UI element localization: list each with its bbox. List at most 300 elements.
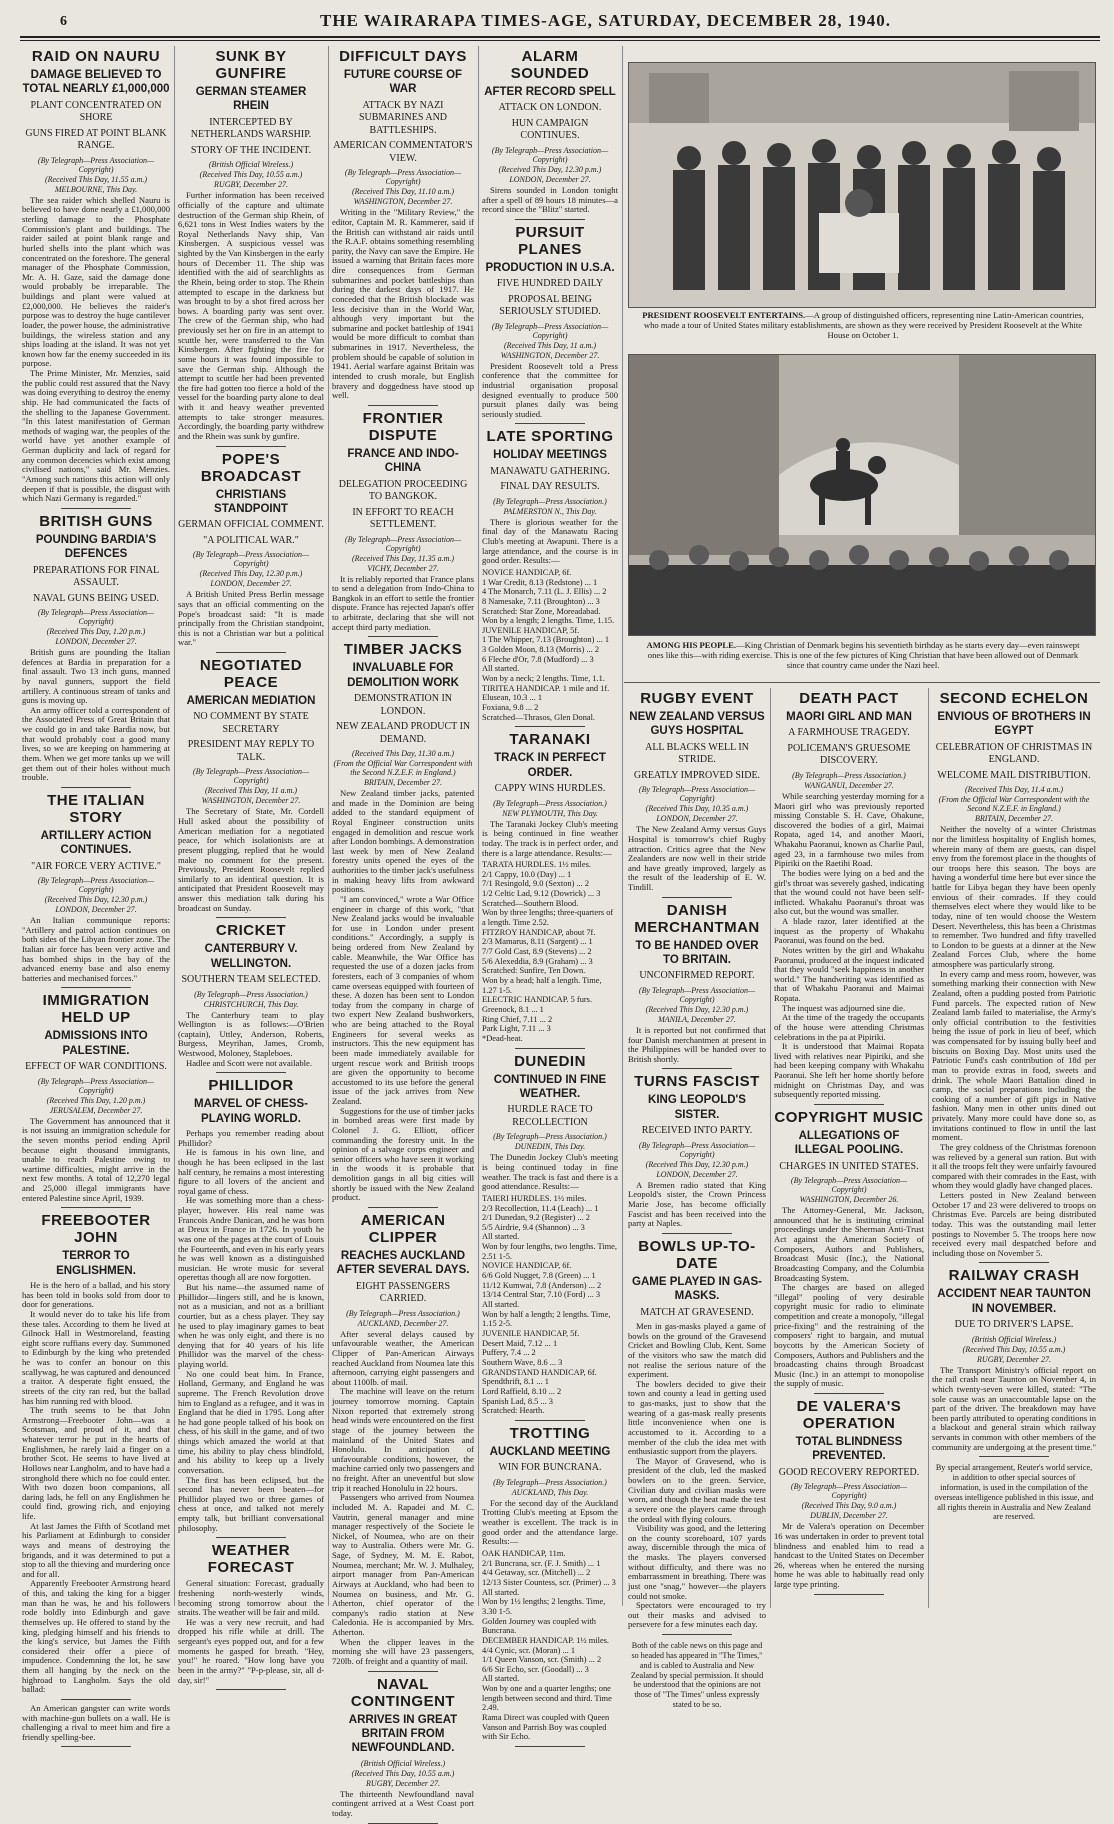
article-dateline: DUBLIN, December 27.: [810, 1511, 888, 1521]
article-dateline: (Received This Day, 12.30 p.m.): [44, 895, 148, 904]
article-paragraph: Apparently Freebooter Armstrong heard of this, and taking the king for a bigger man than he was, he and his followers rode boldly into Edinburgh and gave themselves up. He offered to stand by the king, pledging himself and his friends to the king's service, but James the Fifth considered their offer a piece of impudence. Condemning the lot, he saw them all hanging by the neck on the highroad to Langholm. Says the old ballad:: [22, 1578, 170, 1695]
article-subheading: ATTACK BY NAZI SUBMARINES AND BATTLESHIPS.: [358, 99, 448, 136]
race-result-line: 13/14 Central Star, 7.10 (Ford) ... 3: [482, 1290, 601, 1300]
article-divider: [515, 1420, 585, 1421]
article-dateline: LONDON, December 27.: [656, 814, 738, 824]
article-body: [22, 1281, 170, 1695]
photo-king-christian-caption-lead: AMONG HIS PEOPLE.: [646, 640, 737, 650]
article-dateline: WASHINGTON, December 27.: [201, 796, 301, 806]
article-subheading: ARTILLERY ACTION CONTINUES.: [40, 829, 152, 857]
race-result-line: All started.: [482, 1232, 520, 1242]
article: [178, 1077, 324, 1538]
article: [482, 48, 618, 220]
article-subheading: GAME PLAYED IN GAS-MASKS.: [632, 1275, 762, 1303]
article-body: [932, 1366, 1096, 1453]
article-paragraph: The Attorney-General, Mr. Jackson, announced that he is instituting criminal proceedings under the Sherman Anti-Trust Act against the American Society of Composers, Authors and Publishers, Broadcast Music (Inc.), the National Broadcasting Company, and the Columbia Broadcasting System.: [774, 1205, 924, 1283]
race-result-line: All started.: [482, 1587, 520, 1597]
article-dateline: (From the Official War Correspondent with the Second N.Z.E.F. in England.): [938, 795, 1090, 814]
article-body: [482, 820, 618, 859]
article-paragraph: British guns are pounding the Italian defences at Bardia in preparation for a final assault. Two 13 inch guns, manned by naval gunners, support the field artillery. A continuous stream of tanks and guns is moving up.: [22, 647, 170, 706]
article-paragraph: Sirens sounded in London tonight after a spell of 89 hours 18 minutes—a record since the "Blitz" started.: [482, 184, 618, 215]
race-result-line: Desert Maid, 7.12 ... 1: [482, 1338, 558, 1348]
article-subheading: DELEGATION PROCEEDING TO BANGKOK.: [338, 478, 468, 502]
race-result-line: Won by one and a quarter lengths; one length between second and third. Time 2.49.: [482, 1684, 612, 1713]
race-result-line: 2/1 Buncrana, scr. (F. J. Smith) ... 1: [482, 1558, 601, 1568]
article-subheading: DEMONSTRATION IN LONDON.: [353, 693, 453, 717]
article-body: [482, 186, 618, 215]
race-result-line: 2/3 Recollection, 11.4 (Leach) ... 1: [482, 1203, 599, 1213]
article-paragraph: The thirteenth Newfoundland naval contingent arrived at a West Coast port today.: [332, 1788, 474, 1818]
article-divider: [216, 652, 286, 653]
column-4: [482, 46, 618, 1742]
article-dateline: (Received This Day, 9.0 a.m.): [801, 1501, 897, 1511]
article-subheading: KING LEOPOLD'S SISTER.: [648, 1094, 746, 1121]
article-subheading: HURDLE RACE TO RECOLLECTION: [507, 1104, 593, 1128]
article-body: [22, 1117, 170, 1204]
article-dateline: AUCKLAND, December 27.: [357, 1318, 449, 1328]
race-result-line: 7/1 Resingold, 9.0 (Sexton) ... 2: [482, 879, 590, 889]
race-result-line: DECEMBER HANDICAP. 1½ miles.: [482, 1635, 610, 1645]
article-body: [628, 825, 766, 892]
article-divider: [515, 423, 585, 424]
article-paragraph: The grey coldness of the Christmas forenoon was relieved by a general sun ration. But with it all the troops felt they were unfairly favoured compared with their comrades in the East, with whom they would gladly have changed places.: [932, 1141, 1096, 1191]
race-result-line: Scratched: Hearth.: [482, 1406, 545, 1416]
race-result-line: 5/5 Airdrie, 9.4 (Shannon) ... 3: [482, 1222, 585, 1232]
race-results: [482, 1549, 618, 1742]
race-result-line: 6/6 Gold Nugget, 7.8 (Green) ... 1: [482, 1271, 596, 1281]
race-result-line: Golden Journey was coupled with Buncrana.: [482, 1616, 596, 1636]
article-body: [178, 807, 324, 913]
article-paragraph: The New Zealand Army versus Guys Hospital is tomorrow's chief Rugby attraction. Critics agree that the New Zealanders are now well in their stride and have greatly improved, largely as the result of the leadership of E. W. Tindill.: [628, 824, 766, 892]
article-subheading: CAPPY WINS HURDLES.: [494, 783, 606, 795]
race-result-line: Southern Wave, 8.6 ... 3: [482, 1358, 563, 1367]
race-result-line: 11/12 Kumwai, 7.8 (Anderson) ... 2: [482, 1280, 602, 1290]
column-2: [178, 46, 324, 1685]
article: [628, 1238, 766, 1635]
article-dateline: (Received This Day, 1.20 p.m.): [46, 627, 146, 636]
article: [932, 690, 1096, 1263]
article: [628, 1073, 766, 1233]
article-subheading: PRODUCTION IN U.S.A.: [485, 261, 615, 274]
article-headline: TIMBER JACKS: [343, 641, 463, 659]
article-subheading: INTERCEPTED BY NETHERLANDS WARSHIP.: [190, 116, 312, 141]
article-subheading: PLANT CONCENTRATED ON SHORE: [30, 99, 162, 124]
article-subheading: GERMAN OFFICIAL COMMENT.: [178, 519, 324, 531]
column-rule: [928, 688, 929, 1608]
article-divider: [216, 1537, 286, 1538]
race-result-line: Won by a length; 2 lengths. Time, 1.15.: [482, 616, 615, 626]
article-subheading: INVALUABLE FOR DEMOLITION WORK: [347, 662, 459, 689]
article-dateline: (By Telegraph—Press Association.): [194, 989, 308, 999]
article-headline: SECOND ECHELON: [939, 690, 1089, 707]
article-dateline: (Received This Day, 10.55 a.m.): [351, 1768, 455, 1778]
article-subheading: DUE TO DRIVER'S LAPSE.: [954, 1319, 1074, 1331]
race-result-line: 12/13 Sister Countess, scr. (Primer) ... 3: [482, 1577, 616, 1587]
article-paragraph: He is the hero of a ballad, and his story has been told in books sold from door to door for generations.: [22, 1280, 170, 1310]
race-result-line: 2/1 Dunedan, 9.2 (Register) ... 2: [482, 1213, 590, 1223]
race-result-line: Spanish Lad, 8.5 ... 3: [482, 1396, 553, 1406]
article-dateline: WASHINGTON, December 26.: [799, 1195, 899, 1205]
article-dateline: (Received This Day, 11.35 a.m.): [351, 553, 455, 563]
article-paragraph: Visibility was good, and the lettering on the county scoreboard, 107 yards away, discernible through the mica of the masks. The players conversed without difficulty, and there was no embarrassment in breathing. There was just one "snag," however—the players could not smoke.: [628, 1523, 766, 1601]
race-result-line: Won by half a length; 2 lengths. Time, 1.15 2-5.: [482, 1309, 611, 1329]
article-dateline: (Received This Day, 11.55 a.m.): [44, 174, 148, 184]
column-rule: [328, 46, 329, 1606]
article-body: [178, 1579, 324, 1685]
article-headline: DANISH MERCHANTMAN: [634, 901, 760, 936]
article: [628, 690, 766, 898]
article-dateline: BRITAIN, December 27.: [974, 814, 1054, 824]
article: [774, 1109, 924, 1394]
article-paragraph: The Mayor of Gravesend, who is president of the club, led the masked bowlers on to the green. Service, Civilian duty and civilian masks were worn, and though the heat made the test a severe one the players came through the ordeal with flying colours.: [628, 1455, 766, 1524]
masthead: [0, 0, 1114, 40]
article-body: [774, 1206, 924, 1389]
article: [332, 1676, 474, 1824]
article-dateline: (By Telegraph—Press Association.): [493, 1132, 607, 1142]
article-dateline: (By Telegraph—Press Association—Copyright): [37, 608, 155, 626]
article-divider: [216, 917, 286, 918]
article-dateline: (By Telegraph—Press Association—Copyright): [638, 985, 756, 1004]
article-divider: [61, 508, 131, 509]
article-dateline: (By Telegraph—Press Association—Copyright): [37, 876, 155, 894]
article-paragraph: The first has been eclipsed, but the second has never been beaten—for Phillidor played two or three games of chess at once, and talked not merely empty talk, but brilliant conversational philosophy.: [178, 1474, 324, 1533]
article-dateline: (By Telegraph—Press Association.): [493, 496, 607, 506]
article-dateline: AUCKLAND, This Day.: [511, 1487, 589, 1497]
article-headline: BRITISH GUNS: [39, 512, 153, 530]
article: [332, 1212, 474, 1672]
article-divider: [515, 1746, 585, 1747]
column-rule: [174, 46, 175, 1606]
article: [482, 731, 618, 1048]
article-body: [774, 792, 924, 1100]
photo-king-christian-caption: [640, 640, 1086, 670]
article-subheading: GOOD RECOVERY REPORTED.: [778, 1466, 920, 1478]
article-divider: [216, 1072, 286, 1073]
article: [332, 641, 474, 1208]
article: [22, 1212, 170, 1700]
article-subheading: ADMISSIONS INTO PALESTINE.: [44, 1030, 148, 1057]
article-divider: [61, 987, 131, 988]
article-dateline: (By Telegraph—Press Association—Copyright): [638, 1140, 756, 1159]
article-body: [628, 1181, 766, 1229]
article-divider: [662, 1233, 732, 1234]
article-paragraph: When the clipper leaves in the morning she will have 23 passengers, 720lb. of freight and a quantity of mail.: [332, 1636, 474, 1666]
article-paragraph: Further information has been received officially of the capture and ultimate destruction of the German ship Rhein, of 6,621 tons in West Indies waters by the Royal Netherlands Navy ship, Van Kinsbergen. A suspicious vessel was sighted by the Van Kinsbergen in the early hours of December 11. The ship was identified with the aid of searchlights as the Rhein, being order to stop. The Rhein attempted to escape in the darkness but was brought to by a shot fired across her bows. A boarding party was sent over. The crew of the German ship, who had previously set her on fire in an attempt to scuttle her, were transferred to the Van Kinsbergen. After fighting the fire for some hours it was found impossible to save the German ship. Although the attempt to scuttle her had been prevented the fire had gotten too fierce a hold of the vessel for the boarding party alone to deal with it and heavy weather prevented attempts to take stronger measures. Accordingly, the boarding party withdrew and the Rhein was sunk by gunfire.: [178, 190, 324, 441]
photo-roosevelt-caption-lead: PRESIDENT ROOSEVELT ENTERTAINS.: [642, 310, 806, 320]
article-headline: PURSUIT PLANES: [515, 223, 585, 258]
article-dateline: (British Official Wireless.): [360, 1758, 446, 1768]
article-divider: [61, 787, 131, 788]
article-subheading: WIN FOR BUNCRANA.: [498, 1462, 602, 1474]
article-paragraph: Notes written by the girl and Whakahu Paoranui, produced at the inquest indicated that they would "seek happiness in another world." The handwriting was identified as that of Whakahu Paoranui and Maimai Ropata.: [774, 944, 924, 1003]
article-dateline: DUNEDIN, This Day.: [514, 1142, 586, 1152]
article-divider: [979, 1262, 1049, 1263]
article-subheading: RECEIVED INTO PARTY.: [641, 1125, 753, 1137]
article-body: [482, 362, 618, 420]
article-headline: POPE'S BROADCAST: [200, 450, 302, 485]
race-result-line: Won by 1½ lengths; 2 lengths. Time, 3.30 1-5.: [482, 1597, 606, 1616]
race-result-line: Spendthrift, 8.1 ... 1: [482, 1377, 549, 1387]
article-body: [332, 1330, 474, 1667]
photo-roosevelt-caption-text: —A group of distinguished officers, representing nine Latin-American countries, who made a tour of United States military establishments, are shown as they were received by President Roosevelt at the White House on October 1.: [643, 310, 1084, 341]
article-subheading: ACCIDENT NEAR TAUNTON IN NOVEMBER.: [937, 1288, 1091, 1315]
race-result-line: 4 The Monarch, 7.11 (L. J. Ellis) ... 2: [482, 587, 607, 597]
article-paragraph: While searching yesterday morning for a Maori girl who was previously reported missing Constable S. H. Cave, Ohakune, discovered the bodies of a girl, Maimai Ropata, aged 14, and another Maori, Whakahu Paoranui, known as Charlie Paul, aged 23, in a farmhouse two miles from Pipiriki on the Raetihi Road.: [774, 790, 924, 869]
article-subheading: ARRIVES IN GREAT BRITAIN FROM NEWFOUNDLAND.: [348, 1713, 458, 1755]
column-1: [22, 46, 170, 1742]
article-dateline: LONDON, December 27.: [55, 905, 137, 914]
article-subheading: REACHES AUCKLAND AFTER SEVERAL DAYS.: [336, 1249, 470, 1277]
article-paragraph: Letters posted in New Zealand between October 17 and 23 were delivered to troops on Christmas Eve. Parcels are being distributed today. This was the outstanding mail letter postings to November 5. The troops here now received every mail despatched before and including those on November 5.: [932, 1190, 1096, 1258]
article-dateline: LONDON, December 27.: [656, 1169, 738, 1179]
article-paragraph: No one could beat him. In France, Holland, Germany, and England he was supreme. The French Revolution drove him to England as a refugee, and it was in England that he died in 1795. Long after he had gone people talked of his book on chess, of his skill in the game, and of two things which amazed the world at that time, his ability to play chess blindfold, and his ability to keep up a lively conversation.: [178, 1368, 324, 1475]
photo-roosevelt-caption: [640, 310, 1086, 340]
article-subheading: AMERICAN COMMENTATOR'S VIEW.: [333, 140, 473, 164]
article-subheading: NO COMMENT BY STATE SECRETARY: [193, 711, 309, 735]
article-dateline: MANILA, December 27.: [658, 1014, 736, 1024]
article-divider: [61, 1207, 131, 1208]
article-body: [178, 191, 324, 441]
article-dateline: (From the Official War Correspondent with the Second N.Z.E.F. in England.): [333, 759, 473, 777]
article-subheading: CHRISTIANS STANDPOINT: [214, 488, 288, 515]
masthead-rule: [20, 36, 1100, 38]
article-dateline: (By Telegraph—Press Association.): [346, 1308, 460, 1318]
photo-king-christian-caption-text: —King Christian of Denmark begins his seventieth birthday as he starts every day—even rainswept ones like this—with riding exercise. This is one of the few pictures of King Christian that have been allowed out of Denmark since that country came under the Nazi heel.: [647, 640, 1080, 671]
race-result-line: 1/2 Celtic Lad, 9.12 (Dowrick) ... 3: [482, 889, 601, 899]
article-paragraph: The inquest was adjourned sine die.: [782, 1002, 906, 1013]
article: [482, 1425, 618, 1747]
article-paragraph: Perhaps you remember reading about Phillidor?: [178, 1128, 324, 1148]
article-dateline: (Received This Day, 11 a.m.): [204, 786, 298, 796]
race-results: [482, 1194, 618, 1416]
race-result-line: Won by a head; half a length. Time, 1.27 1-5.: [482, 976, 602, 995]
article-headline: WEATHER FORECAST: [207, 1542, 295, 1577]
footnote: By special arrangement, Reuter's world service, in addition to other special sources of information, is used in the compilation of the overseas intelligence published in this issue, and all rights therein in Australia and New Zealand are reserved.: [934, 1463, 1094, 1522]
race-result-line: Foxiana, 9.8 ... 2: [482, 703, 539, 713]
column-7: [932, 688, 1096, 1608]
article-dateline: LONDON, December 27.: [55, 637, 137, 646]
article-headline: IMMIGRATION HELD UP: [42, 992, 150, 1027]
article-paragraph: The Secretary of State, Mr. Cordell Hull asked about the possibility of American mediation for a negotiated peace, for which isolationists are at present plugging, replied that he would make no comment for the present. Previously, President Roosevelt replied similarly to an identical question. It is anticipated that President Roosevelt may answer this mediation talk during his broadcast on Sunday.: [178, 806, 324, 913]
article-subheading: SOUTHERN TEAM SELECTED.: [181, 974, 321, 985]
article-paragraph: The Prime Minister, Mr. Menzies, said the public could rest assured that the Navy was doing everything to destroy the enemy ship. He had communicated the facts of the shelling to the Japanese Government. "In this latest manifestation of German methods of waging war, the peoples of the world have yet another example of German duplicity and lack of regard for any common decencies which exist among civilised nations," said Mr. Menzies. "Among such nations this action will only deepen if that is possible, the disgust with which Nazi Germany is regarded.": [22, 368, 170, 504]
article-subheading: NAVAL GUNS BEING USED.: [33, 592, 159, 604]
article-dateline: RUGBY, December 27.: [977, 1354, 1051, 1364]
race-result-line: 4/4 Getaway, scr. (Mitchell) ... 2: [482, 1568, 591, 1578]
race-result-line: 2/1 Cappy, 10.0 (Day) ... 1: [482, 869, 572, 879]
column-rule: [622, 46, 623, 1606]
article-dateline: (By Telegraph—Press Association—Copyright): [491, 145, 609, 164]
article-paragraph: In every camp and mess room, however, was something marking their connection with New Zealand, often a pudding posted from Patriotic Fund parcels. The expected ration of New Zealand lamb failed to materialise, the Army's only official contribution to the festivities being the issue of pork in lieu of beef, which was compensated for by issuing bully beef and biscuits on Boxing Day. Most units used the Patriotic Fund's cash contribution of 18d per man to provide extras in food, sweets and drink. The whole Maori Battalion dined in camp, the social preparations including the cooking of a number of gift pigs in Native fashion. Many men in other units dined out privately. Many more could have done so, as invitations continued to flow in until the last moment.: [932, 968, 1096, 1143]
article-paragraph: The Government has announced that it is not issuing an immigration schedule for the seven months period ending April because eight thousand immigrants, unable to reach Palestine owing to wartime difficulties, might arrive in the next few months. A total of 12,270 legal and 25,000 illegal immigrants have entered Palestine since April, 1939.: [22, 1115, 170, 1203]
article-dateline: (By Telegraph—Press Association—Copyright): [491, 321, 609, 340]
article-subheading: PREPARATIONS FOR FINAL ASSAULT.: [32, 564, 160, 588]
race-result-line: Scratched—Southern Blood.: [482, 898, 579, 908]
article-subheading: POLICEMAN'S GRUESOME DISCOVERY.: [787, 742, 911, 767]
article: [482, 1053, 618, 1421]
article-dateline: CHRISTCHURCH, This Day.: [203, 999, 299, 1009]
article-paragraph: The Canterbury team to play Wellington is as follows:—O'Brien (captain), Uttley, Anderson, Roberts, Burgess, Meyrihan, James, Cromb, Westwood, Moloney, Stapleboes.: [178, 1009, 324, 1058]
article-headline: PHILLIDOR: [208, 1077, 294, 1095]
article-subheading: UNCONFIRMED REPORT.: [639, 970, 755, 982]
article: [22, 792, 170, 989]
article-subheading: A FARMHOUSE TRAGEDY.: [788, 727, 910, 739]
article-subheading: PRESIDENT MAY REPLY TO TALK.: [187, 739, 315, 763]
race-result-line: Rama Direct was coupled with Queen Vanson and Parrish Boy was coupled with Sir Echo.: [482, 1713, 610, 1742]
article-subheading: CHARGES IN UNITED STATES.: [779, 1160, 919, 1172]
article-divider: [515, 219, 585, 220]
article-dateline: (By Telegraph—Press Association—Copyright): [790, 1482, 908, 1501]
article-headline: NAVAL CONTINGENT: [350, 1675, 456, 1710]
race-result-line: Won by a neck; 2 lengths. Time, 1.1.: [482, 674, 605, 684]
article-subheading: "AIR FORCE VERY ACTIVE.": [31, 860, 161, 872]
article-subheading: POUNDING BARDIA'S DEFENCES: [35, 533, 157, 561]
article-dateline: (By Telegraph—Press Association—Copyright): [638, 785, 756, 804]
article-body: [22, 196, 170, 504]
article-subheading: STORY OF THE INCIDENT.: [190, 144, 312, 156]
article-dateline: (Received This Day, 11.10 a.m.): [351, 187, 455, 197]
article-paragraph: It is reported but not confirmed that four Danish merchantmen at present in the Philippines will be handed over to British shortly.: [628, 1024, 766, 1064]
article-subheading: GERMAN STEAMER RHEIN: [195, 86, 307, 113]
column-5: [628, 688, 766, 1710]
race-result-line: 2/3 Mamarus, 8.11 (Sargent) ... 1: [482, 937, 593, 947]
article-headline: DIFFICULT DAYS: [339, 48, 467, 65]
footnote: Both of the cable news on this page and so headed has appeared in "The Times," and is cabled to Australia and New Zealand by special permission. It should be understood that the opinions are not those of "The Times" unless expressly stated to be so.: [630, 1641, 764, 1710]
article-paragraph: President Roosevelt told a Press conference that the committee for industrial organisation proposal designed eventually to produce 500 pursuit planes daily was being seriously studied.: [482, 360, 618, 419]
article-dateline: LONDON, December 27.: [210, 579, 292, 589]
article-body: [178, 590, 324, 648]
article-paragraph: The Transport Ministry's official report on the rail crash near Taunton on November 4, in which twenty-seven were killed, stated: "The sole cause was an unaccountable lapse on the part of the driver. The breakdown may have been partly attributed to operating conditions in a blackout and general strain which railway servants in common with other members of the community are undergoing at the present time.": [932, 1364, 1096, 1452]
article-paragraph: It is understood that Maimai Ropata lived with relatives near Pipiriki, and she had been keeping company with Whakahu Paoranui. She left her home shortly before midnight on Christmas Day, and was subsequently reported missing.: [774, 1041, 924, 1100]
article-body: [22, 1704, 170, 1743]
article-divider: [368, 636, 438, 637]
masthead-rule-thin: [20, 40, 1100, 41]
article-subheading: ATTACK ON LONDON.: [498, 102, 602, 114]
article-subheading: TOTAL BLINDNESS PREVENTED.: [795, 1436, 903, 1463]
article-subheading: EFFECT OF WAR CONDITIONS.: [25, 1061, 167, 1073]
column-rule: [770, 688, 771, 1608]
article-body: [332, 1790, 474, 1819]
article-dateline: (By Telegraph—Press Association.): [493, 1477, 607, 1487]
article-subheading: TO BE HANDED OVER TO BRITAIN.: [635, 939, 759, 966]
article-dateline: (Received This Day, 12.30 p.m.): [498, 164, 602, 174]
article-divider: [979, 1456, 1049, 1457]
article-body: [332, 575, 474, 633]
race-result-line: JUVENILE HANDICAP, 5f.: [482, 625, 580, 635]
article-body: [482, 1499, 618, 1547]
article-headline: RUGBY EVENT: [640, 690, 754, 707]
article-paragraph: The bodies were lying on a bed and the girl's throat was severely gashed, indicating that the wound could not have been self-inflicted. Whakahu Paoranui's throat was also cut, but the wound was smaller.: [774, 867, 924, 917]
photo-roosevelt-illustration: [629, 63, 1095, 307]
article-paragraph: There is glorious weather for the final day of the Manawatu Racing Club's meeting at Awapuni. There is a large attendance, and the course is in good order. Results:—: [482, 516, 618, 566]
article-headline: SUNK BY GUNFIRE: [215, 48, 287, 82]
article-headline: ALARM SOUNDED: [510, 48, 590, 82]
article-headline: AMERICAN CLIPPER: [360, 1211, 446, 1246]
article: [22, 48, 170, 509]
race-result-line: Lord Raffield, 8.10 ... 2: [482, 1386, 562, 1396]
article-divider: [61, 1699, 131, 1700]
article-subheading: ALL BLACKS WELL IN STRIDE.: [645, 741, 749, 766]
race-result-line: 5/6 Alexeddia, 8.9 (Graham) ... 3: [482, 956, 593, 966]
article-dateline: (Received This Day, 11.30 a.m.): [351, 749, 455, 758]
race-result-line: Park Light, 7.11 ... 3: [482, 1024, 551, 1034]
article-subheading: AMERICAN MEDIATION: [186, 695, 316, 707]
article-paragraph: Suggestions for the use of timber jacks in bombed areas were first made by Colonel J. G. Elliott, officer commanding the forestry unit. In the opinion of a salvage corps engineer and senior officers who have seen it working in the woods it is probable that demolition gangs in all big cities will shortly be issued with the New Zealand product.: [332, 1105, 474, 1203]
article-body: [332, 789, 474, 1203]
article-paragraph: He is famous in his own line, and though he has been eclipsed in the last half century, he remains a most interesting figure to all lovers of the ancient and royal game of chess.: [178, 1147, 324, 1196]
article-subheading: FINAL DAY RESULTS.: [500, 481, 600, 493]
article-subheading: DAMAGE BELIEVED TO TOTAL NEARLY £1,000,000: [22, 69, 170, 96]
article-subheading: MAORI GIRL AND MAN: [786, 711, 912, 723]
race-result-line: Elusean, 10.3 ... 1: [482, 693, 543, 703]
article: [628, 902, 766, 1070]
article-dateline: (By Telegraph—Press Association—Copyright): [192, 550, 310, 569]
article-subheading: NEW ZEALAND VERSUS GUYS HOSPITAL: [629, 711, 765, 738]
article-paragraph: Neither the novelty of a winter Christmas nor the limitless hospitality of English homes, wherein many of them are guests, can dispel envy from the foremost place in the thoughts of our troops here this season. The boys are having a wonderful time here but ever since the battle for Libya began they have been openly envious of their comrades. If they could themselves elect where they would like to be today, nine of ten would choose the Western Desert. Nevertheless, this has been a Christmas to remember. Two hundred and fifty travelled to London to be guests at a dinner at the New Zealand Forces Club, where the home atmosphere was particularly strong.: [932, 824, 1096, 969]
article-subheading: MATCH AT GRAVESEND.: [640, 1306, 754, 1318]
article-subheading: TRACK IN PERFECT ORDER.: [494, 752, 606, 779]
article-paragraph: He was a very new recruit, and had dropped his rifle while at drill. The sergeant's eyes popped out, and for a few moments he gasped for breath. "Hey, you!" he roared. "How long have you been in the army?" "P-p-please, sir, all d-day, sir!": [178, 1616, 324, 1685]
article-body: [932, 825, 1096, 1258]
race-result-line: Ring Chief, 7.11 ... 2: [482, 1014, 553, 1024]
article-headline: RAID ON NAURU: [31, 48, 161, 65]
article-paragraph: A blade razor, later identified at the inquest as the property of Whakahu Paoranui, was found on the bed.: [774, 916, 924, 946]
race-result-line: All started.: [482, 1674, 520, 1684]
article-paragraph: An army officer told a correspondent of the Associated Press of Great Britain that we could go in and take Bardia now, but that would probably cost a good many lives, so we are keeping on hammering at them. When we get more tanks up we will get them out of their holes without much trouble.: [22, 704, 170, 783]
article-divider: [368, 1207, 438, 1208]
article-paragraph: He was something more than a chess-player, however. His real name was Francois Andre Danican, and he was born at Dreux in France in 1726. In youth he was one of the pages at the court of Louis the Fourteenth, and even in his early years he was well known as a distinguished musician. He wrote music for several operettas though all are now forgotten.: [178, 1195, 324, 1283]
article-body: [628, 1026, 766, 1065]
race-result-line: Won by three lengths; three-quarters of a length. Time 2.52.: [482, 908, 614, 928]
article-paragraph: But his name—the assumed name of Phillidor—lingers still, and he is known, not as a musician, and not as a brilliant courtier, but as a chess player. They say he used to play imaginary games to beat when he was only eight, and there is no denying that for 40 years of his life Phillidor was the marvel of the chess-playing world.: [178, 1282, 324, 1369]
race-result-line: All started.: [482, 1300, 520, 1310]
article-paragraph: An Italian communique reports: "Artillery and patrol action continues on both sides of the Libyan frontier zone. The Italian air force has been very active and has bombed ships in the bay of the advanced enemy base and also enemy batteries and mechanised forces.": [22, 915, 170, 983]
article-dateline: MELBOURNE, This Day.: [54, 184, 138, 194]
article-paragraph: The truth seems to be that John Armstrong—Freebooter John—was a Scotsman, and proud of it, and that whatever terror he put in the hearts of Englishmen, he rarely laid a finger on a brother Scot. He seems to have lived at Hollows near Langholm, and to have had a stronghold there which no foe could enter. With two dozen boon companions, all daring lads, he fell on any Englishmen he could find, growing rich, and enjoying life.: [22, 1405, 170, 1521]
race-result-line: TIRITEA HANDICAP. 1 mile and 1f.: [482, 683, 610, 693]
article-dateline: (Received This Day, 12.30 p.m.): [645, 1159, 749, 1169]
article-body: [178, 1011, 324, 1069]
article: [482, 224, 618, 425]
article-headline: TARANAKI: [509, 731, 591, 749]
article-paragraph: An American gangster can write words with machine-gun bullets on a wall. He is challenging a rival to meet him and fire a friendly spelling-bee.: [22, 1702, 170, 1742]
article-subheading: GREATLY IMPROVED SIDE.: [633, 769, 761, 781]
race-results: [482, 568, 618, 723]
photo-king-christian-illustration: [629, 355, 1095, 635]
column-3: [332, 46, 474, 1818]
article-subheading: EIGHT PASSENGERS CARRIED.: [355, 1280, 451, 1305]
article-subheading: AFTER RECORD SPELL: [484, 86, 616, 98]
article-divider: [515, 726, 585, 727]
article-paragraph: New Zealand timber jacks, patented and made in the Dominion are being added to the standard equipment of Royal Engineer construction units engaged in demolition and rescue work after London bombings. A demonstration last week by men of New Zealand forestry units opened the eyes of the authorities to the timber jack's usefulness in making heavy lifts from awkward positions.: [332, 788, 474, 895]
article-dateline: (By Telegraph—Press Association—Copyright): [344, 168, 462, 187]
article-dateline: WANGANUI, December 27.: [804, 780, 894, 790]
article-subheading: ALLEGATIONS OF ILLEGAL POOLING.: [794, 1129, 904, 1157]
article-subheading: FUTURE COURSE OF WAR: [343, 69, 463, 96]
race-results: [482, 860, 618, 1043]
photo-section-rule: [624, 682, 1100, 683]
race-result-line: 1 War Credit, 8.13 (Redstone) ... 1: [482, 577, 598, 587]
race-result-line: 3 Golden Moon, 8.13 (Morris) ... 2: [482, 645, 600, 655]
article-subheading: NEW ZEALAND PRODUCT IN DEMAND.: [335, 721, 471, 745]
article-body: [482, 1153, 618, 1192]
article-subheading: ENVIOUS OF BROTHERS IN EGYPT: [937, 711, 1091, 738]
article-subheading: IN EFFORT TO REACH SETTLEMENT.: [352, 506, 454, 530]
article-headline: CRICKET: [215, 922, 287, 940]
article-subheading: AUCKLAND MEETING: [489, 1445, 611, 1458]
race-result-line: Scratched—Thrasos, Glen Donal.: [482, 712, 596, 722]
article-dateline: BRITAIN, December 27.: [363, 778, 443, 787]
